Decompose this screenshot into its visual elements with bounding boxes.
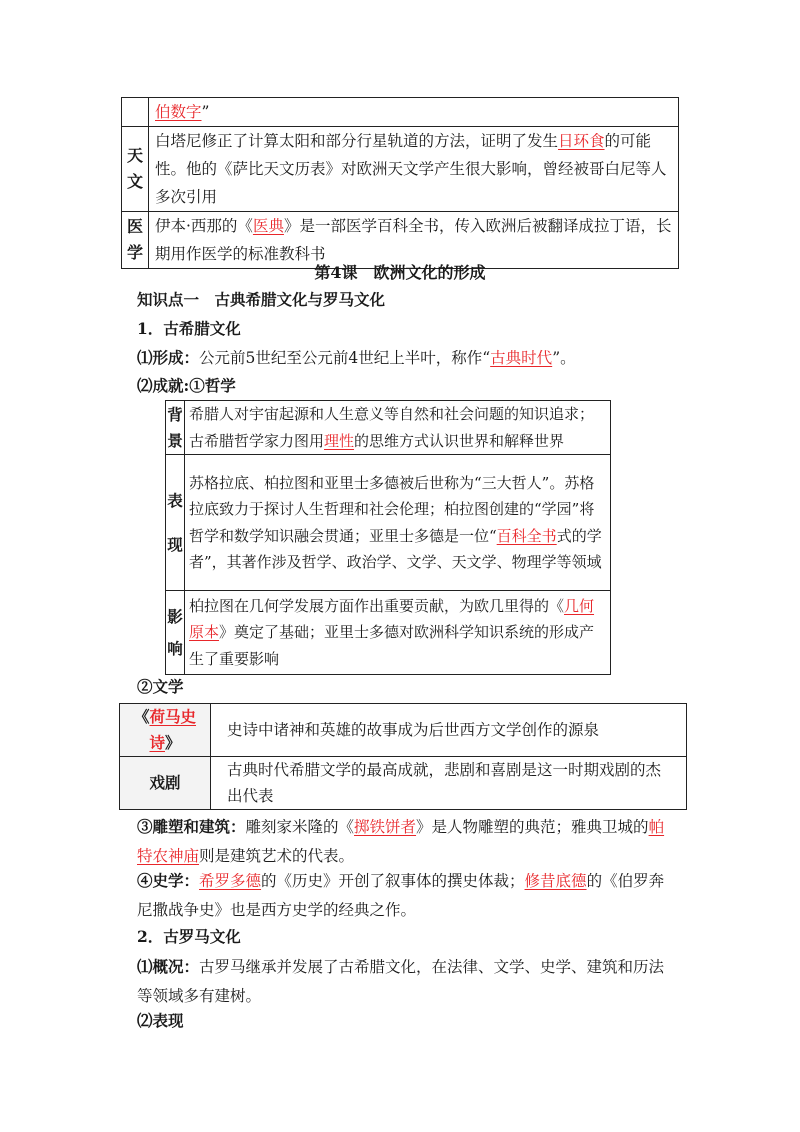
- epic-label: 《荷马史诗》: [120, 704, 211, 757]
- philosophy-table: [165, 400, 611, 675]
- literature-table: [119, 703, 687, 810]
- lesson-title: 第4课 欧洲文化的形成: [314, 263, 486, 282]
- performance-heading: ⑵表现: [137, 1011, 184, 1030]
- red-term: 理性: [324, 431, 355, 450]
- red-term: 修昔底德: [524, 872, 587, 890]
- top-table: [121, 97, 679, 269]
- red-term: 百科全书: [496, 526, 557, 545]
- performance-label: 表现: [166, 455, 185, 591]
- influence-label: 影响: [166, 591, 185, 675]
- medicine-label: 医学: [122, 212, 149, 269]
- section-heading-greek: 1．古希腊文化: [137, 319, 241, 338]
- formation-line: ⑴形成：公元前5世纪至公元前4世纪上半叶，称作“古典时代”。: [137, 348, 576, 367]
- red-term: 古典时代: [490, 349, 553, 367]
- history-paragraph: ④史学：希罗多德的《历史》开创了叙事体的撰史体裁；修昔底德的《伯罗奔尼撒战争史》也是西方史学的经典之作。: [137, 871, 665, 919]
- performance-text: 苏格拉底、柏拉图和亚里士多德被后世称为“三大哲人”。苏格拉底致力于探讨人生哲理和社会伦理；柏拉图创建的“学园”将哲学和数学知识融会贯通；亚里士多德是一位“百科全书式的学者”，其著作涉及哲学、政治学、文学、天文学、物理学等领域: [185, 455, 611, 591]
- astronomy-text: 白塔尼修正了计算太阳和部分行星轨道的方法，证明了发生日环食的可能性。他的《萨比天文历表》对欧洲天文学产生很大影响，曾经被哥白尼等人多次引用: [149, 127, 679, 212]
- influence-text: 柏拉图在几何学发展方面作出重要贡献，为欧几里得的《几何原本》奠定了基础；亚里士多德对欧洲科学知识系统的形成产生了重要影响: [185, 591, 611, 675]
- background-text: 希腊人对宇宙起源和人生意义等自然和社会问题的知识追求；古希腊哲学家力图用理性的思维方式认识世界和解释世界: [185, 401, 611, 455]
- red-term: 伯数字: [155, 103, 202, 121]
- achievement-heading: ⑵成就:①哲学: [137, 376, 236, 395]
- section-heading-rome: 2．古罗马文化: [137, 927, 241, 946]
- red-term: 荷马史诗: [149, 708, 197, 752]
- background-label: 背景: [166, 401, 185, 455]
- drama-text: 古典时代希腊文学的最高成就，悲剧和喜剧是这一时期戏剧的杰出代表: [211, 757, 687, 810]
- red-term: 掷铁饼者: [354, 818, 417, 836]
- literature-heading: ②文学: [137, 677, 184, 696]
- red-term: 几何原本: [189, 596, 595, 642]
- medicine-text: 伊本·西那的《医典》是一部医学百科全书，传入欧洲后被翻译成拉丁语，长期用作医学的标准教科书: [149, 212, 679, 269]
- red-term: 医典: [252, 217, 284, 235]
- overview-paragraph: ⑴概况：古罗马继承并发展了古希腊文化，在法律、文学、史学、建筑和历法等领域多有建树。: [137, 957, 665, 1005]
- knowledge-point-heading: 知识点一 古典希腊文化与罗马文化: [137, 290, 386, 309]
- prev-row-text: 伯数字”: [149, 98, 679, 127]
- sculpture-paragraph: ③雕塑和建筑：雕刻家米隆的《掷铁饼者》是人物雕塑的典范；雅典卫城的帕特农神庙则是建筑艺术的代表。: [137, 817, 665, 865]
- prev-row-label: [122, 98, 149, 127]
- red-term: 日环食: [558, 132, 605, 150]
- red-term: 希罗多德: [199, 872, 262, 890]
- red-term: 帕特农神庙: [137, 818, 665, 865]
- drama-label: 戏剧: [120, 757, 211, 810]
- epic-text: 史诗中诸神和英雄的故事成为后世西方文学创作的源泉: [211, 704, 687, 757]
- astronomy-label: 天文: [122, 127, 149, 212]
